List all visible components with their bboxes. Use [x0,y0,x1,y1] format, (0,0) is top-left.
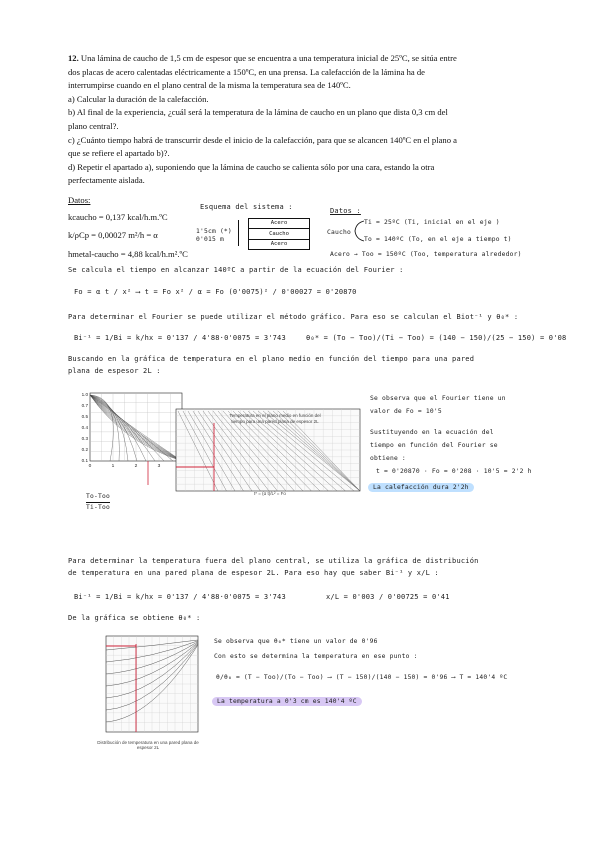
temperature-distribution-chart [92,630,202,748]
x-over-l-equation: x/L = 0'003 / 0'00725 = 0'41 [326,593,450,601]
x-tick-label: 2 [134,464,138,469]
layer-rubber: Caucho [248,229,310,240]
step-4-text: Para determinar la temperatura fuera del plano central, se utiliza la gráfica de distribución [68,557,479,565]
y-tick-label: 1.0 [81,392,88,397]
chart1-xlabel: t* = (α t)/L² = Fo [254,491,286,496]
problem-line: 12. Una lámina de caucho de 1,5 cm de espesor que se encuentra a una temperatura inicial de 25ºC, se sitúa entre [68,53,457,63]
dato-line: k/ρCp = 0,00027 m²/h = α [68,230,158,241]
midplane-temperature-chart [64,387,364,499]
to-line: To = 140ºC (To, en el eje a tiempo t) [364,236,512,243]
final-equation: θ/θ₀ = (T − Too)/(To − Too) ⟶ (T − 150)/(140 − 150) = 0'96 ⟶ T = 140'4 ºC [216,674,508,681]
problem-line: interrumpirse cuando en el plano central de la misma la temperatura sea de 140ºC. [68,80,351,91]
acero-line: Acero → Too = 150ºC (Too, temperatura alrededor) [330,251,522,258]
fourier-equation: Fo = α t / x² ⟶ t = Fo x² / α = Fo (0'0075)² / 0'00027 = 0'20870 [74,288,357,296]
y-tick-label: 0.4 [81,424,88,430]
y-tick-label: 0.5 [81,413,88,419]
datos-hand-title: Datos : [330,207,361,215]
caucho-label: Caucho [327,229,351,236]
problem-statement [68,52,538,188]
problem-line: perfectamente aislada. [68,175,145,186]
y-tick-label: 0.7 [81,402,88,408]
dimension-bracket [238,220,239,246]
x-tick-label: 1 [111,464,115,469]
problem-line: que se refiere el apartado b)?. [68,148,170,159]
sketch-title: Esquema del sistema : [200,203,293,211]
y-tick-label: 0.2 [81,446,88,452]
x-tick-label: 3 [157,464,161,469]
ti-line: Ti = 25ºC (Ti, inicial en el eje ) [364,219,500,226]
x-tick-label: 0 [88,464,92,469]
midplane-chart-svg [64,387,364,499]
dato-line: kcaucho = 0,137 kcal/h.m.ºC [68,211,168,222]
temperature-note: Con esto se determina la temperatura en ese punto : [214,653,418,660]
distribution-chart-svg [92,630,202,748]
temperature-conclusion: La temperatura a 0'3 cm es 140'4 ºC [212,697,362,706]
sketch-dim-1: 1'5cm (*) [196,228,232,235]
problem-line: c) ¿Cuánto tiempo habrá de transcurrir desde el inicio de la calefacción, para que se alcancen 140ºC en el plano a [68,134,457,145]
chart2-caption: Distribución de temperatura en una pared plana de espesor 2L [97,740,199,750]
theta-equation: θ₀* = (To − Too)/(Ti − Too) = (140 − 150)/(25 − 150) = 0'08 [306,334,567,342]
dato-line: hmetal-caucho = 4,88 kcal/h.m².ºC [68,248,188,259]
problem-line: dos placas de acero calentadas eléctricamente a 150ºC, en una prensa. La calefacción de la lámina ha de [68,66,425,77]
time-result: t = 0'20870 · Fo = 0'208 · 10'5 = 2'2 h [376,468,532,475]
problem-line: b) Al final de la experiencia, ¿cuál será la temperatura de la lámina de caucho en un plano que dista 0,3 cm del [68,107,448,118]
ratio-label: To-Too Ti-Too [86,493,110,511]
problem-line: plano central?. [68,120,119,131]
y-tick-label: 0.1 [81,457,88,463]
sketch-dim-2: 0'015 m [196,236,224,243]
step-2-text: Para determinar el Fourier se puede utilizar el método gráfico. Para eso se calculan el Biot⁻¹ y θ₀* : [68,313,519,321]
layer-steel-top: Acero [248,218,310,229]
duration-conclusion: La calefacción dura 2'2h [368,483,474,492]
step-4-text-cont: de temperatura en una pared plana de espesor 2L. Para eso hay que saber Bi⁻¹ y x/L : [68,569,439,577]
biot-equation-2: Bi⁻¹ = 1/Bi = k/hx = 0'137 / 4'88·0'0075 = 3'743 [74,593,286,601]
problem-line: a) Calcular la duración de la calefacción. [68,93,209,104]
theta-observation: Se observa que θ₀* tiene un valor de 0'96 [214,638,378,645]
step-5-text: De la gráfica se obtiene θ₀* : [68,614,201,622]
step-3-text: Buscando en la gráfica de temperatura en el plano medio en función del tiempo para una pared [68,355,475,363]
layer-steel-bottom: Acero [248,240,310,250]
step-3-text-cont: plana de espesor 2L : [68,367,161,375]
y-tick-label: 0.3 [81,435,88,441]
problem-line: d) Repetir el apartado a), suponiendo que la lámina de caucho se calienta sólo por una cara, estando la otra [68,161,435,172]
step-1-text: Se calcula el tiempo en alcanzar 140ºC a partir de la ecuación del Fourier : [68,266,404,274]
substitution-note: Sustituyendo en la ecuación del tiempo en función del Fourier se obtiene : [370,429,498,462]
fourier-observation: Se observa que el Fourier tiene un valor de Fo = 10'5 [370,395,506,415]
problem-number: 12. [68,53,79,63]
datos-title: Datos: [68,195,91,205]
layer-sketch [248,218,310,250]
chart1-caption: Temperatura en el plano medio en función del tiempo para una pared plana de espesor 2L [229,413,321,424]
biot-equation: Bi⁻¹ = 1/Bi = k/hx = 0'137 / 4'88·0'0075 = 3'743 [74,334,286,342]
